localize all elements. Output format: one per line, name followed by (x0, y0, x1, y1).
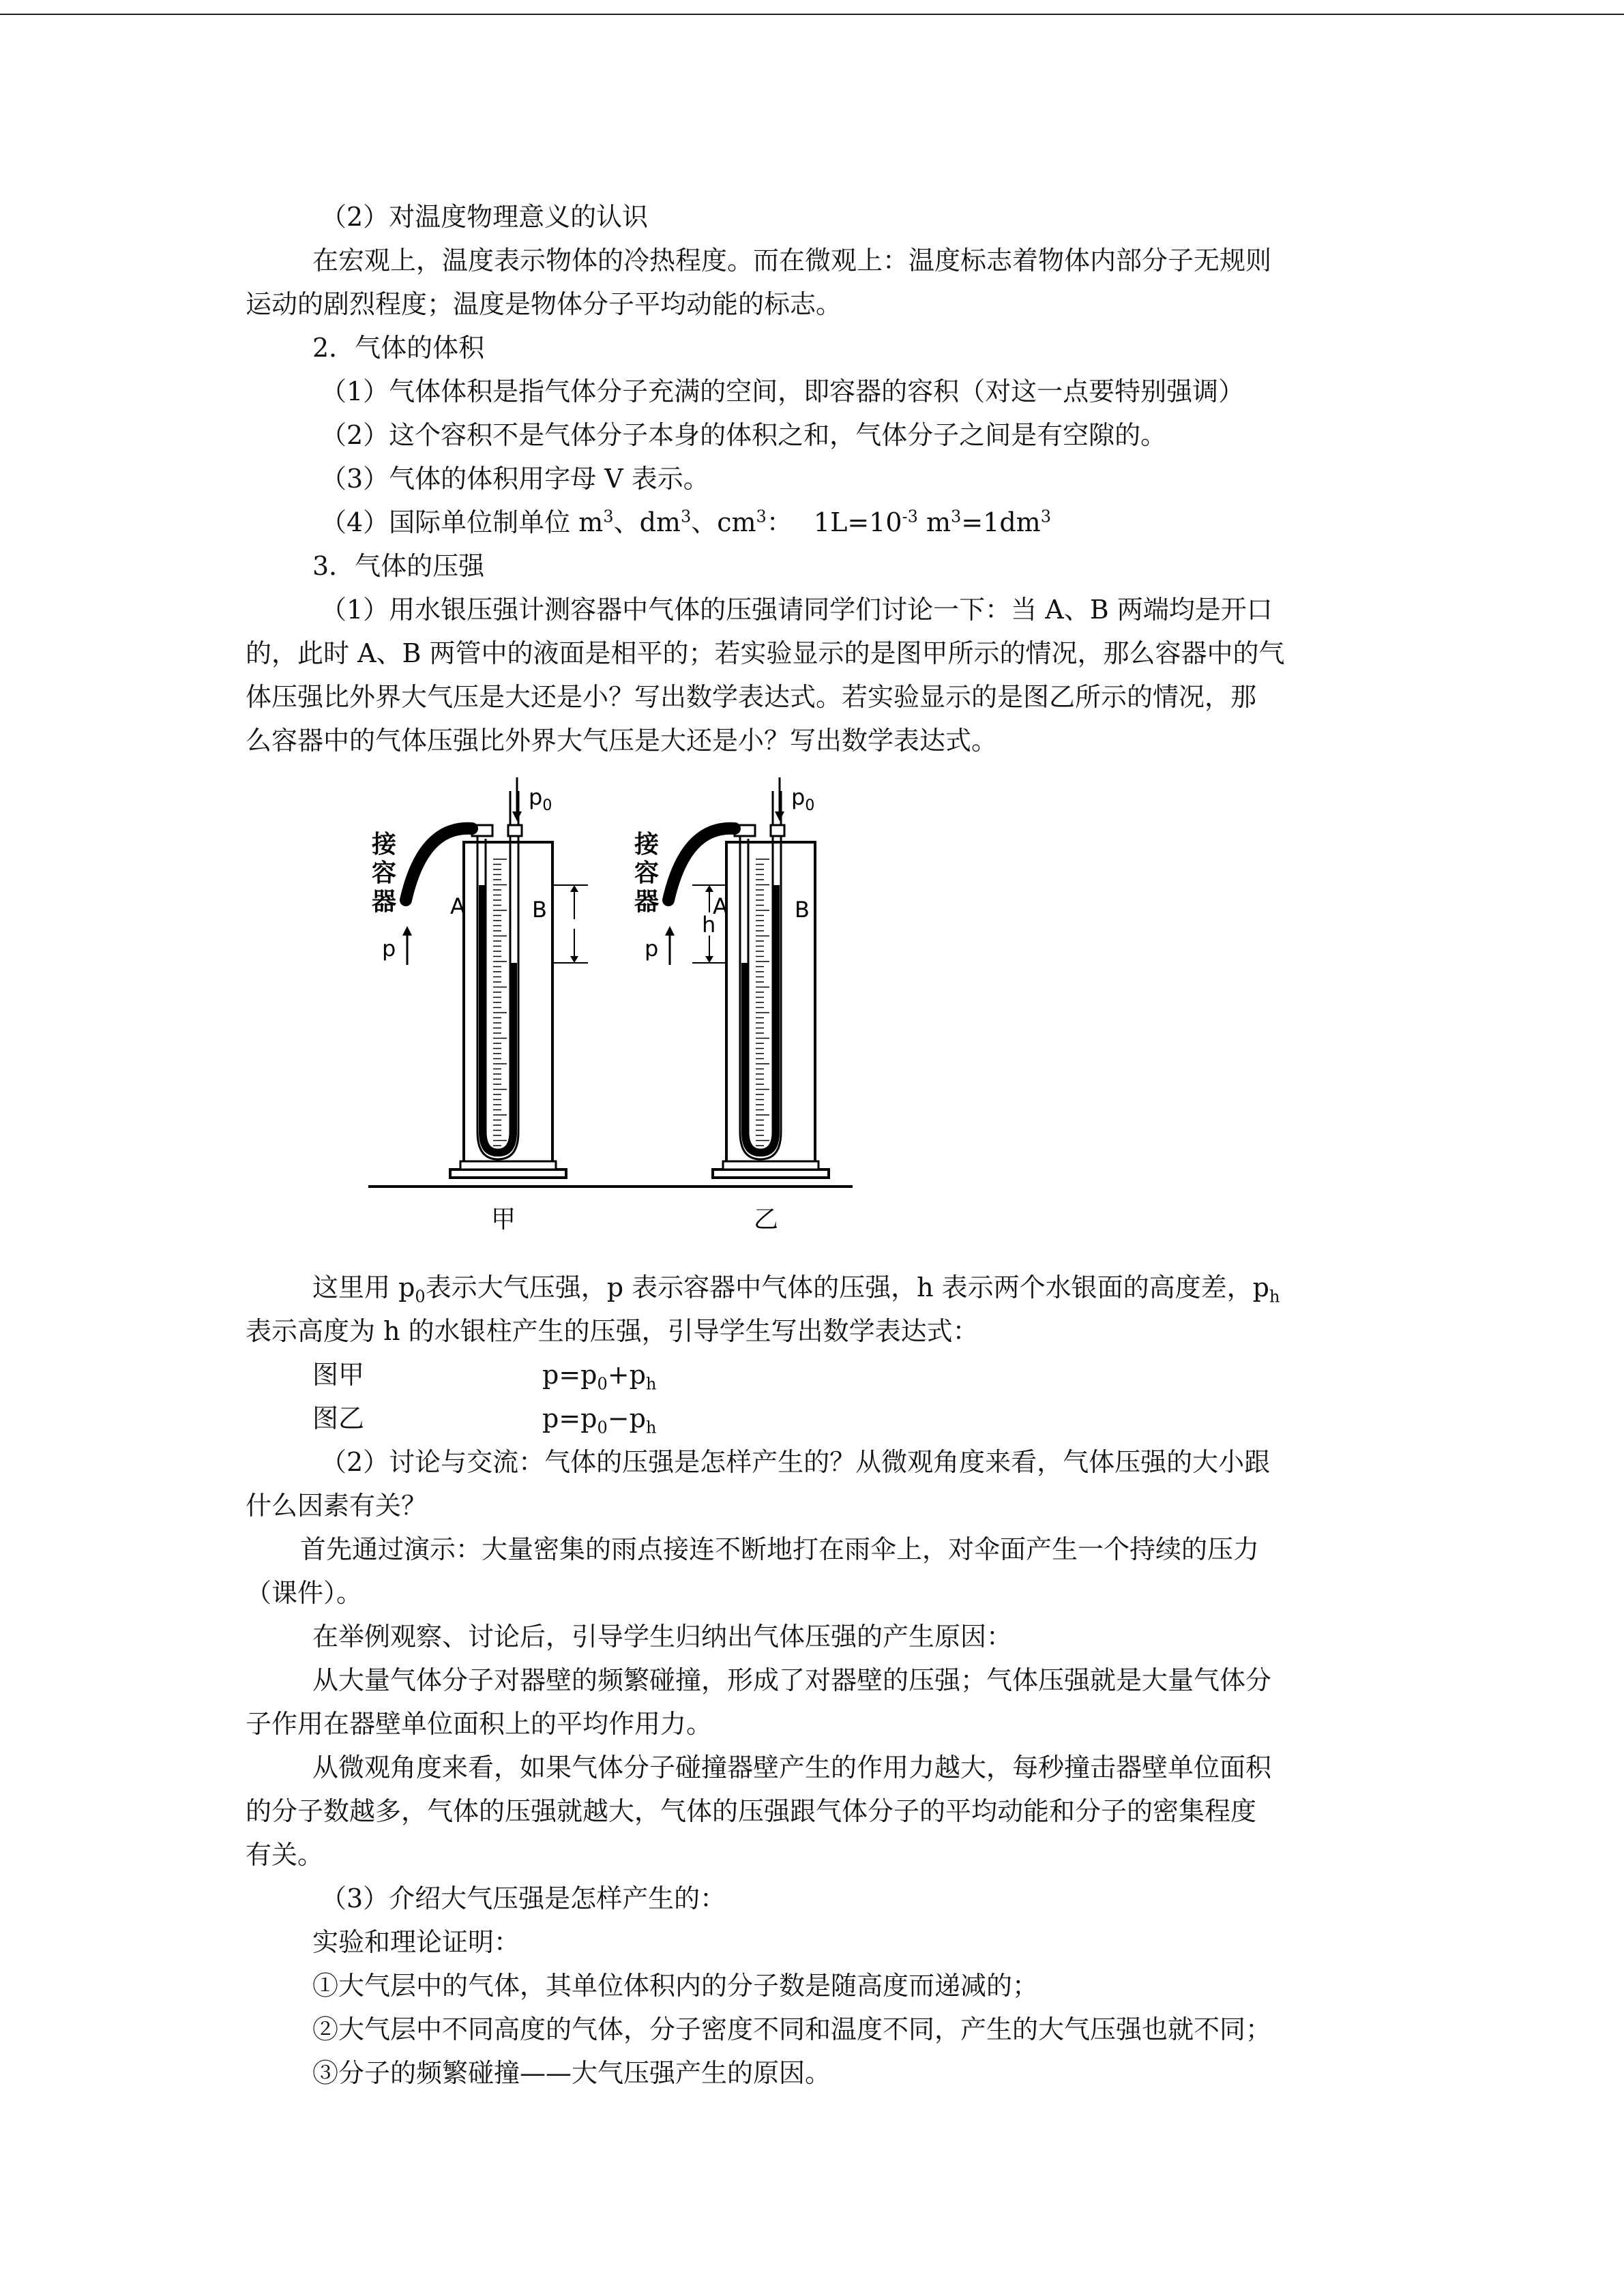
explanation-line: 表示高度为 h 的水银柱产生的压强，引导学生写出数学表达式： (246, 1316, 979, 1346)
label-connect-container: 器 (372, 888, 397, 916)
formula-jia (542, 1353, 656, 1397)
volume-heading: 2．气体的体积 (312, 333, 485, 363)
atmosphere-heading: （3）介绍大气压强是怎样产生的： (321, 1883, 726, 1913)
volume-units-line (321, 501, 1466, 544)
label-connect-container: 接 (634, 831, 660, 859)
discussion-line: （2）讨论与交流：气体的压强是怎样产生的？从微观角度来看，气体压强的大小跟 (321, 1447, 1271, 1477)
units-text: m (917, 507, 951, 537)
label-p: p (645, 936, 659, 961)
units-text: 、cm (691, 507, 756, 537)
mercury-left (743, 963, 747, 1132)
tube-clamp (508, 825, 522, 836)
label-connect-container: 容 (372, 859, 397, 887)
induce-line: 在举例观察、讨论后，引导学生归纳出气体压强的产生原因： (312, 1622, 1013, 1652)
mercury-right (774, 885, 778, 1132)
superscript: 3 (951, 507, 962, 526)
temp-body-line: 在宏观上，温度表示物体的冷热程度。而在微观上：温度标志着物体内部分子无规则 (312, 245, 1272, 275)
units-text: ： 1L=10 (766, 507, 902, 537)
mercury-left (480, 885, 484, 1132)
micro-line: 的分子数越多，气体的压强就越大，气体的压强跟气体分子的平均动能和分子的密集程度 (246, 1796, 1257, 1826)
superscript: 3 (1040, 507, 1051, 526)
label-p0: $p_0$ (529, 784, 552, 814)
subscript: 0 (597, 1418, 608, 1437)
top-rule (0, 14, 1624, 15)
demo-line: （课件）。 (246, 1578, 363, 1608)
cause-line: 子作用在器壁单位面积上的平均作用力。 (246, 1709, 713, 1739)
label-A: A (450, 893, 465, 919)
arrow-p0-head (775, 811, 784, 821)
mercury-right (512, 963, 516, 1132)
list-item: ②大气层中不同高度的气体，分子密度不同和温度不同，产生的大气压强也就不同； (312, 2014, 1272, 2044)
volume-item: （2）这个容积不是气体分子本身的体积之和，气体分子之间是有空隙的。 (321, 420, 1167, 450)
subscript: h (645, 1418, 657, 1437)
volume-item: （1）气体体积是指气体分子充满的空间，即容器的容积（对这一点要特别强调） (321, 376, 1245, 406)
cause-line: 从大量气体分子对器壁的频繁碰撞，形成了对器壁的压强；气体压强就是大量气体分 (312, 1665, 1272, 1695)
tube-clamp (771, 825, 784, 836)
label-connect-container: 接 (372, 831, 397, 859)
explanation-text: 表示大气压强，p 表示容器中气体的压强，h 表示两个水银面的高度差，p (425, 1272, 1269, 1302)
label-p: p (382, 936, 396, 961)
superscript: -3 (902, 507, 918, 526)
pressure-heading: 3．气体的压强 (312, 551, 485, 581)
subscript: 0 (597, 1374, 608, 1394)
list-item: ①大气层中的气体，其单位体积内的分子数是随高度而递减的； (312, 1971, 1039, 2001)
label-B: B (532, 897, 547, 923)
micro-line: 有关。 (246, 1840, 324, 1870)
temp-body-line: 运动的剧烈程度；温度是物体分子平均动能的标志。 (246, 289, 842, 319)
temp-heading: （2）对温度物理意义的认识 (321, 202, 649, 232)
arrow-p-head (402, 926, 412, 936)
formula-yi (542, 1397, 656, 1440)
explanation-line (312, 1266, 1458, 1309)
volume-item: （3）气体的体积用字母 V 表示。 (321, 464, 709, 494)
arrow-p0-head (512, 811, 522, 821)
units-text: 、dm (613, 507, 681, 537)
u-tube-inner (748, 791, 773, 1150)
label-h: h (702, 912, 716, 938)
stand-foot (460, 1161, 556, 1169)
h-arrow-head (705, 956, 713, 963)
label-p0-sub: 0 (805, 797, 815, 814)
arrow-p-head (665, 926, 675, 936)
label-connect-container: 器 (634, 888, 660, 916)
subscript: h (1269, 1287, 1280, 1307)
formula-label: 图甲 (312, 1360, 365, 1390)
h-arrow-head (705, 885, 713, 892)
list-item: ③分子的频繁碰撞——大气压强产生的原因。 (312, 2058, 831, 2088)
formula-text: p=p (542, 1403, 597, 1433)
rubber-hose (406, 829, 472, 900)
label-A: A (713, 893, 728, 919)
explanation-text: 这里用 p (312, 1272, 415, 1302)
label-p0-sub: 0 (542, 797, 552, 814)
pressure-question-line: （1）用水银压强计测容器中气体的压强请同学们讨论一下：当 A、B 两端均是开口 (321, 595, 1273, 625)
u-tube-inner (486, 791, 510, 1150)
subscript: h (645, 1374, 657, 1394)
label-connect-container: 容 (634, 859, 660, 887)
rubber-hose (668, 829, 735, 900)
figure-caption: 乙 (754, 1206, 779, 1234)
stand-base (713, 1169, 829, 1178)
superscript: 3 (603, 507, 614, 526)
formula-text: −p (607, 1403, 646, 1433)
proof-line: 实验和理论证明： (312, 1927, 520, 1957)
manometer-jia (372, 777, 588, 1234)
pressure-question-line: 么容器中的气体压强比外界大气压是大还是小？写出数学表达式。 (246, 726, 998, 756)
figure-caption: 甲 (491, 1206, 516, 1234)
formula-text: +p (607, 1360, 646, 1390)
formula-label: 图乙 (312, 1403, 365, 1433)
subscript: 0 (415, 1287, 426, 1307)
formula-row-yi (312, 1397, 1458, 1440)
pressure-question-line: 体压强比外界大气压是大还是小？写出数学表达式。若实验显示的是图乙所示的情况，那 (246, 682, 1257, 712)
superscript: 3 (680, 507, 692, 526)
units-text: =1dm (961, 507, 1041, 537)
superscript: 3 (756, 507, 767, 526)
units-text: （4）国际单位制单位 m (321, 507, 604, 537)
stand-foot (723, 1161, 818, 1169)
manometer-figure (321, 777, 880, 1241)
formula-row-jia (312, 1353, 1458, 1397)
formula-text: p=p (542, 1360, 597, 1390)
h-arrow-head (570, 956, 578, 963)
pressure-question-line: 的，此时 A、B 两管中的液面是相平的；若实验显示的是图甲所示的情况，那么容器中的气 (246, 638, 1285, 668)
manometer-yi (634, 777, 829, 1234)
label-B: B (795, 897, 810, 923)
demo-line: 首先通过演示：大量密集的雨点接连不断地打在雨伞上，对伞面产生一个持续的压力 (300, 1534, 1260, 1564)
stand-base (450, 1169, 566, 1178)
label-p0: $p_0$ (791, 784, 815, 814)
h-arrow-head (570, 885, 578, 892)
discussion-line: 什么因素有关？ (246, 1491, 428, 1521)
micro-line: 从微观角度来看，如果气体分子碰撞器壁产生的作用力越大，每秒撞击器壁单位面积 (312, 1753, 1272, 1783)
